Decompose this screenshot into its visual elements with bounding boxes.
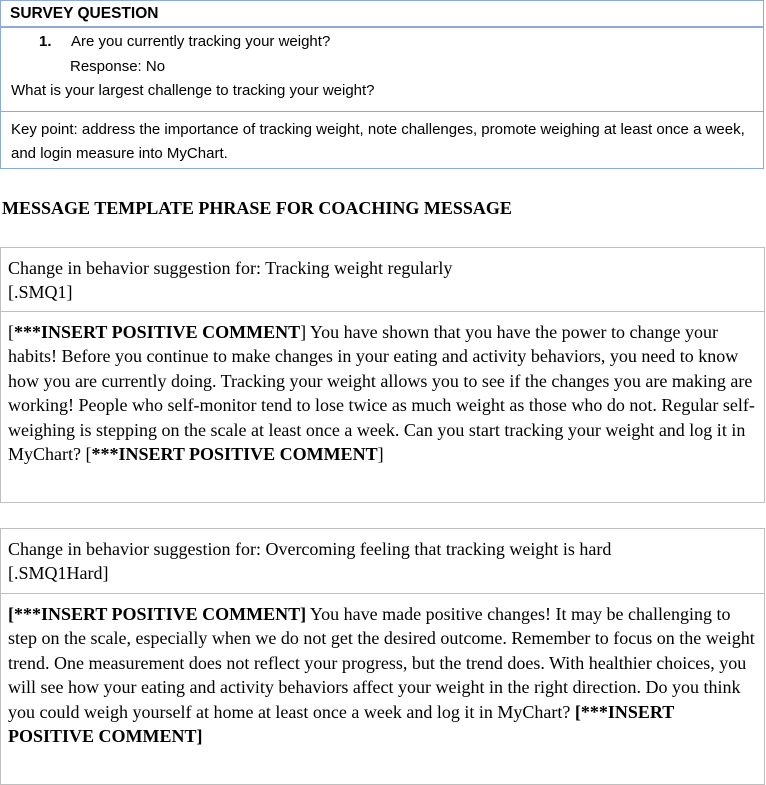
message-text [1,594,764,748]
question-number: 1. [39,33,52,50]
survey-question-cell [1,28,763,112]
insert-comment-end: [***INSERT POSITIVE COMMENT] [8,701,674,747]
message-body: You have made positive changes! It may be challenging to step on the scale, especially when we do not get the desired outcome. Remember to focus on the weight trend. One measurement does not reflect your progress, but the trend does. With healthier choices, you will see how your eating and activity behaviors affect your weight in the right direction. Do you think you could weigh yourself at home at least once a week and log it in MyChart? [8,604,755,722]
message-block-smq1hard [0,528,765,785]
suggestion-header [1,529,764,594]
insert-comment-start: [***INSERT POSITIVE COMMENT] [8,604,307,624]
open-bracket: [ [8,322,14,342]
suggestion-code: [.SMQ1Hard] [8,563,109,584]
survey-header: SURVEY QUESTION [1,1,763,28]
response-text: Response: No [70,58,166,75]
suggestion-title: Change in behavior suggestion for: Overcoming feeling that tracking weight is hard [8,539,612,559]
key-point: Key point: address the importance of tracking weight, note challenges, promote weighing at least once a week, and login measure into MyChart. [11,121,745,162]
message-text: [***INSERT POSITIVE COMMENT] You have shown that you have the power to change your habits! Before you continue to make changes in your eating and activity behaviors, you need to know how you are currently doing. Tracking your weight allows you to see if the changes you are making are working! People who self-monitor tend to lose twice as much weight as those who do not. Regular self-weighing is stepping on the scale at least once a week. Can you start tracking your weight and log it in MyChart? [***INSERT POSITIVE COMMENT] [8,322,755,465]
insert-comment-end: ***INSERT POSITIVE COMMENT [91,444,378,465]
close-bracket: ] [300,322,307,342]
survey-table [0,0,764,169]
message-block-smq1 [0,247,765,503]
suggestion-header [1,248,764,312]
message-body: You have shown that you have the power to change your habits! Before you continue to make changes in your eating and activity behaviors, you need to know how you are currently doing. Tracking your weight allows you to see if the changes you are making are working! People who self-monitor tend to lose twice as much weight as those who do not. Regular self-weighing is stepping on the scale at least once a week. Can you start tracking your weight and log it in MyChart? [8,322,755,465]
question-text: Are you currently tracking your weight? [71,33,331,50]
close-bracket-end: ] [377,444,384,465]
question-line [39,33,330,50]
insert-comment-start: ***INSERT POSITIVE COMMENT [14,322,301,342]
suggestion-title: Change in behavior suggestion for: Tracking weight regularly [8,258,453,278]
template-heading: MESSAGE TEMPLATE PHRASE FOR COACHING MESSAGE [2,198,512,218]
suggestion-code: [.SMQ1] [8,282,73,303]
followup-question: What is your largest challenge to tracking your weight? [11,82,375,99]
